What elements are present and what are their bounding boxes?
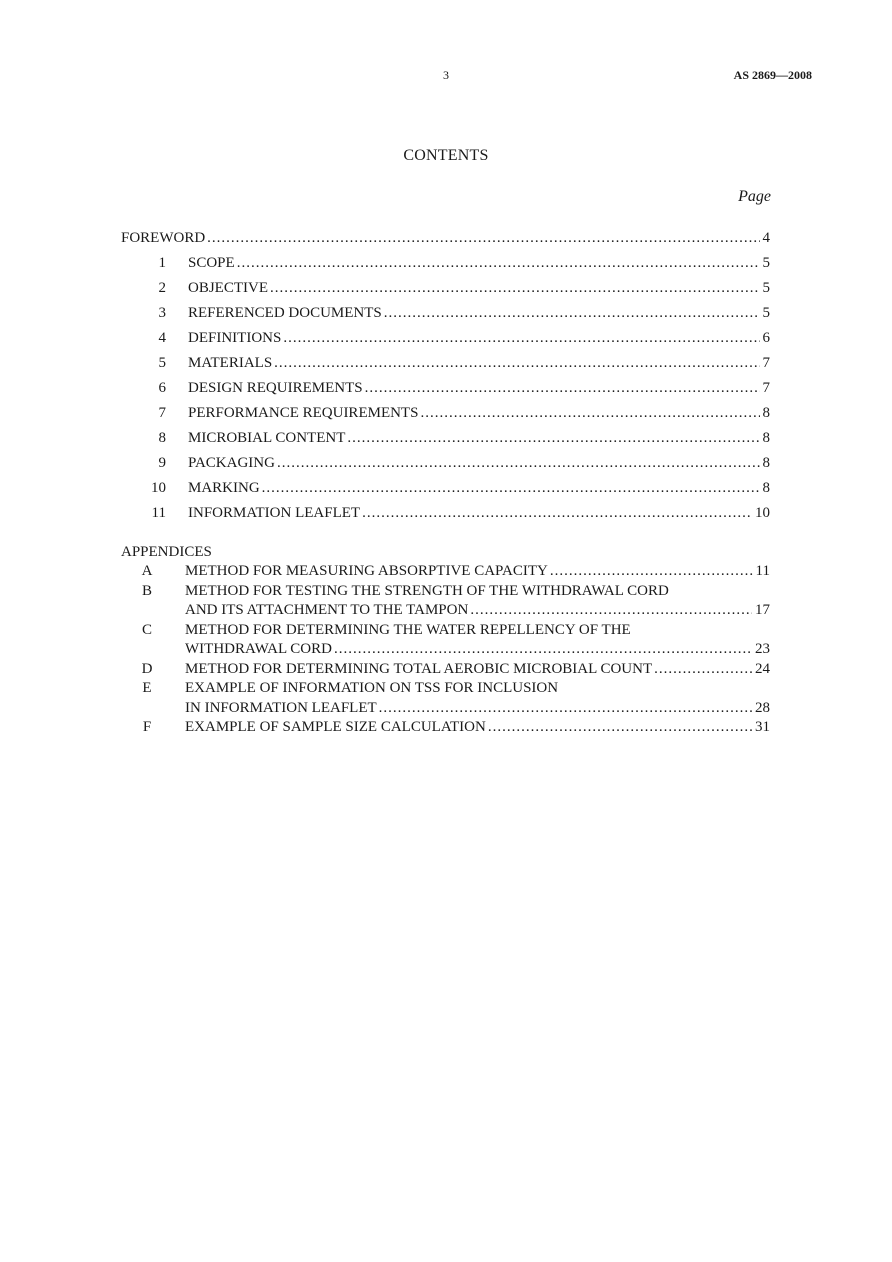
toc-entry-appendix[interactable] [121, 562, 770, 582]
section-number: 8 [158, 430, 166, 446]
appendix-title-line-2: WITHDRAWAL CORD [185, 641, 332, 657]
toc-entry-page: 7 [762, 355, 770, 371]
section-number: 11 [151, 505, 166, 521]
toc-entry-section[interactable] [121, 501, 770, 526]
toc-entry-label: REFERENCED DOCUMENTS [188, 305, 382, 321]
appendix-page: 23 [755, 641, 770, 657]
appendix-line-2 [121, 699, 770, 719]
section-number: 10 [151, 480, 166, 496]
page-number: 3 [443, 68, 449, 82]
dot-leader [384, 301, 760, 326]
section-number: 1 [158, 255, 166, 271]
toc-entry-section[interactable] [121, 426, 770, 451]
appendix-title-line-1: EXAMPLE OF INFORMATION ON TSS FOR INCLUSION [185, 680, 559, 696]
toc-entry-section[interactable] [121, 476, 770, 501]
appendix-line-1 [121, 660, 770, 680]
appendix-title-line-2: IN INFORMATION LEAFLET [185, 699, 377, 716]
section-number: 7 [158, 405, 166, 421]
appendix-title-line-1: METHOD FOR DETERMINING THE WATER REPELLENCY OF THE [185, 621, 631, 638]
appendix-letter: C [141, 621, 152, 638]
dot-leader [420, 401, 759, 426]
section-list [121, 251, 770, 526]
toc-entry-section[interactable] [121, 451, 770, 476]
toc-entry-appendix[interactable] [121, 679, 770, 718]
appendix-line-1 [121, 718, 770, 738]
toc-entry-label: PACKAGING [188, 455, 275, 471]
toc-entry-appendix[interactable] [121, 718, 770, 738]
dot-leader [379, 699, 752, 719]
appendix-line-1 [121, 562, 770, 582]
appendix-letter: A [141, 563, 153, 579]
appendix-page: 11 [755, 563, 770, 579]
toc-entry-label: MARKING [188, 480, 260, 496]
appendix-line-1 [121, 582, 770, 602]
appendix-page: 28 [755, 699, 770, 716]
toc-entry-label: FOREWORD [121, 230, 206, 246]
standard-id: AS 2869—2008 [733, 68, 812, 82]
appendix-title-line-2: AND ITS ATTACHMENT TO THE TAMPON [185, 602, 469, 618]
toc-entry-label: DEFINITIONS [188, 330, 282, 346]
dot-leader [274, 351, 759, 376]
toc-entry-label: PERFORMANCE REQUIREMENTS [188, 405, 419, 421]
dot-leader [237, 251, 760, 276]
appendix-line-2 [121, 640, 770, 660]
appendix-page: 17 [755, 602, 770, 618]
toc-entry-label: DESIGN REQUIREMENTS [188, 380, 363, 396]
dot-leader [365, 376, 760, 401]
section-number: 2 [158, 280, 166, 296]
dot-leader [654, 660, 752, 680]
table-of-contents [121, 226, 770, 526]
toc-entry-section[interactable] [121, 326, 770, 351]
dot-leader [362, 501, 752, 526]
toc-entry-label: MICROBIAL CONTENT [188, 430, 346, 446]
section-number: 4 [158, 330, 166, 346]
appendix-line-2 [121, 601, 770, 621]
toc-entry-section[interactable] [121, 276, 770, 301]
toc-entry-label: INFORMATION LEAFLET [188, 505, 361, 521]
toc-entry-page: 10 [755, 505, 770, 521]
appendix-title-line-1: EXAMPLE OF SAMPLE SIZE CALCULATION [185, 719, 486, 735]
contents-title: CONTENTS [403, 147, 489, 164]
dot-leader [277, 451, 760, 476]
toc-entry-page: 5 [762, 305, 770, 321]
toc-entry-page: 8 [762, 405, 770, 421]
appendix-line-1 [121, 679, 770, 699]
dot-leader [470, 601, 752, 621]
dot-leader [270, 276, 760, 301]
toc-entry-foreword[interactable] [121, 226, 770, 251]
toc-entry-appendix[interactable] [121, 582, 770, 621]
dot-leader [262, 476, 760, 501]
dot-leader [334, 640, 752, 660]
appendix-title-line-1: METHOD FOR DETERMINING TOTAL AEROBIC MICROBIAL COUNT [185, 660, 653, 677]
toc-entry-page: 5 [762, 280, 770, 296]
appendix-letter: F [142, 719, 152, 735]
toc-entry-appendix[interactable] [121, 621, 770, 660]
appendix-letter: B [141, 582, 152, 599]
page-column-label: Page [738, 188, 771, 205]
toc-entry-section[interactable] [121, 376, 770, 401]
toc-entry-section[interactable] [121, 401, 770, 426]
toc-entry-label: MATERIALS [188, 355, 273, 371]
toc-entry-page: 7 [762, 380, 770, 396]
toc-entry-section[interactable] [121, 251, 770, 276]
toc-entry-section[interactable] [121, 351, 770, 376]
toc-entry-label: SCOPE [188, 255, 235, 271]
toc-entry-label: OBJECTIVE [188, 280, 268, 296]
appendix-title-line-1: METHOD FOR MEASURING ABSORPTIVE CAPACITY [185, 563, 548, 579]
appendix-list [121, 562, 770, 738]
appendix-page: 24 [755, 660, 770, 677]
dot-leader [488, 718, 752, 738]
toc-entry-page: 6 [762, 330, 770, 346]
toc-entry-page: 5 [762, 255, 770, 271]
section-number: 3 [158, 305, 166, 321]
appendix-page: 31 [755, 719, 770, 735]
toc-entry-appendix[interactable] [121, 660, 770, 680]
section-number: 9 [158, 455, 166, 471]
toc-entry-page: 4 [762, 230, 770, 246]
appendix-line-1 [121, 621, 770, 641]
dot-leader [207, 226, 759, 251]
appendices-heading: APPENDICES [121, 544, 212, 560]
toc-entry-section[interactable] [121, 301, 770, 326]
section-number: 5 [158, 355, 166, 371]
appendix-letter: E [142, 680, 152, 696]
dot-leader [550, 562, 753, 582]
dot-leader [347, 426, 759, 451]
toc-entry-page: 8 [762, 455, 770, 471]
appendix-title-line-1: METHOD FOR TESTING THE STRENGTH OF THE WITHDRAWAL CORD [185, 582, 669, 599]
toc-entry-page: 8 [762, 480, 770, 496]
toc-entry-page: 8 [762, 430, 770, 446]
appendix-letter: D [141, 660, 153, 677]
dot-leader [283, 326, 759, 351]
section-number: 6 [158, 380, 166, 396]
